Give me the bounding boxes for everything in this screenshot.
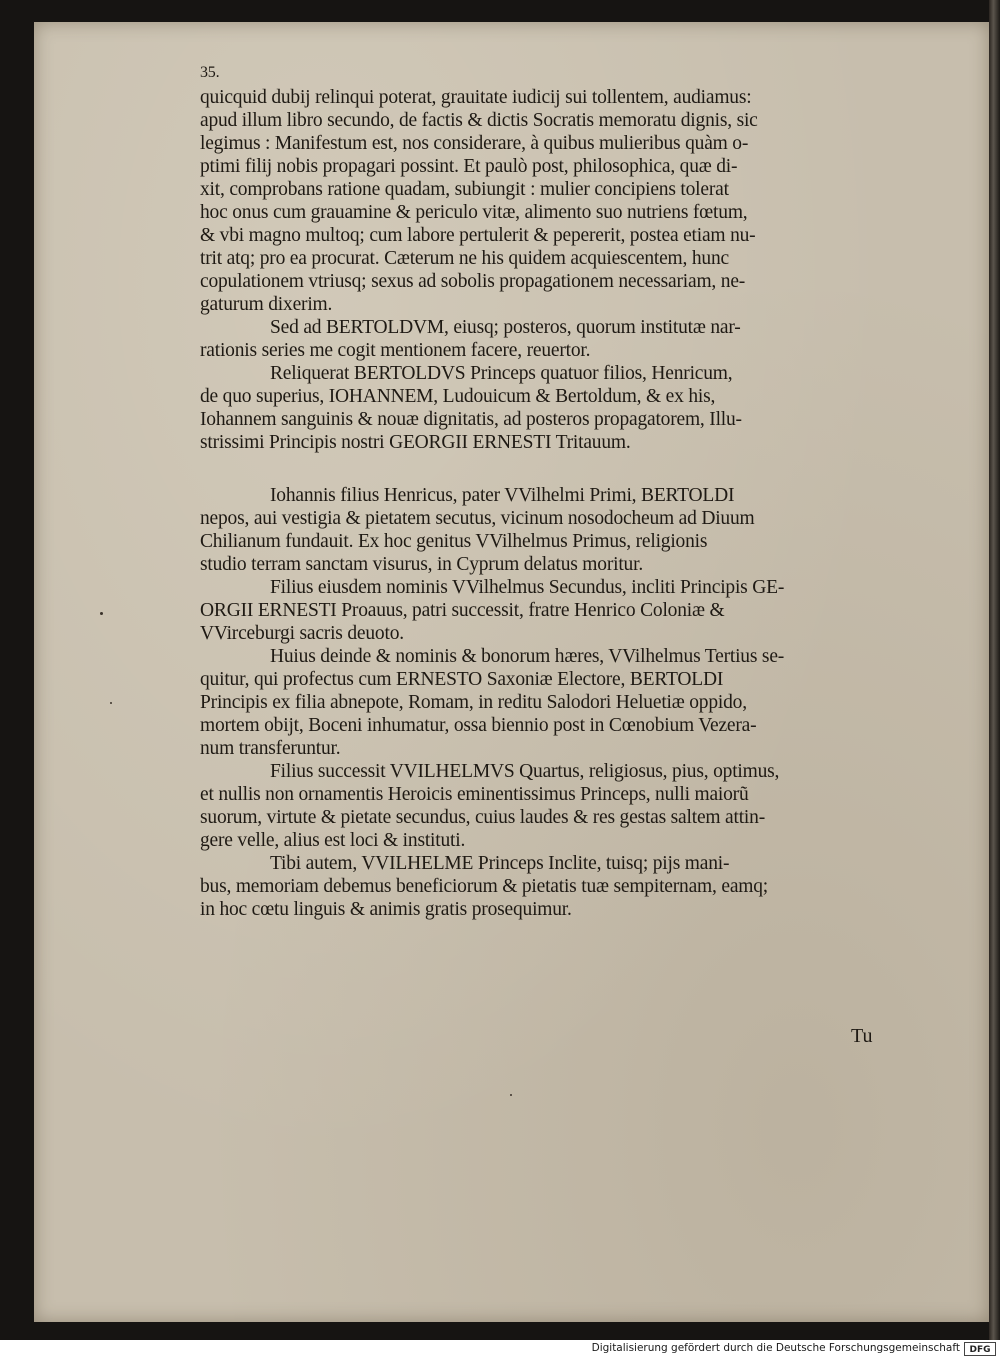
text-line: quicquid dubij relinqui poterat, grauitate iudicij sui tollentem, audiamus: [200,87,752,108]
paragraph-1 [200,86,900,316]
paragraph-7 [200,760,900,852]
page-text [200,60,900,921]
text-line: trit atq; pro ea procurat. Cæterum ne his quidem acquiescentem, hunc [200,248,729,269]
paragraph-8 [200,852,900,921]
text-line: ORGII ERNESTI Proauus, patri successit, fratre Henrico Coloniæ & [200,600,725,621]
paper-speck [510,1094,512,1096]
text-line: Huius deinde & nominis & bonorum hæres, VVilhelmus Tertius se- [270,646,785,667]
text-line: Principis ex filia abnepote, Romam, in reditu Salodori Heluetiæ oppido, [200,692,747,713]
text-line: Chilianum fundauit. Ex hoc genitus VVilhelmus Primus, religionis [200,531,708,552]
text-line: Reliquerat BERTOLDVS Princeps quatuor filios, Henricum, [270,363,733,384]
catchword: Tu [851,1025,873,1047]
text-line: strissimi Principis nostri GEORGII ERNESTI Tritauum. [200,432,631,453]
text-line: Iohannem sanguinis & nouæ dignitatis, ad posteros propagatorem, Illu- [200,409,742,430]
paragraph-2 [200,316,900,362]
text-line: suorum, virtute & pietate secundus, cuius laudes & res gestas saltem attin- [200,807,765,828]
text-line: xit, comprobans ratione quadam, subiungit : mulier concipiens tolerat [200,179,729,200]
text-line: Filius successit VVILHELMVS Quartus, religiosus, pius, optimus, [270,761,780,782]
text-line: studio terram sanctam visurus, in Cyprum delatus moritur. [200,554,643,575]
text-line: num transferuntur. [200,738,341,759]
paper-speck [110,702,112,704]
text-line: et nullis non ornamentis Heroicis eminentissimus Princeps, nulli maiorũ [200,784,749,805]
text-line: in hoc cœtu linguis & animis gratis prosequimur. [200,899,572,920]
footer-bar [0,1340,1000,1359]
text-line: ptimi filij nobis propagari possint. Et paulò post, philosophica, quæ di- [200,156,738,177]
text-line: & vbi magno multoq; cum labore pertulerit & pepererit, postea etiam nu- [200,225,756,246]
text-line: VVirceburgi sacris deuoto. [200,623,404,644]
text-line: Filius eiusdem nominis VVilhelmus Secundus, incliti Principis GE- [270,577,785,598]
dfg-logo-icon: DFG [964,1342,996,1356]
text-line: Tibi autem, VVILHELME Princeps Inclite, tuisq; pijs mani- [270,853,730,874]
text-line: mortem obijt, Boceni inhumatur, ossa biennio post in Cœnobium Vezera- [200,715,757,736]
text-line: copulationem vtriusq; sexus ad sobolis propagationem necessariam, ne- [200,271,746,292]
text-line: quitur, qui profectus cum ERNESTO Saxoniæ Electore, BERTOLDI [200,669,724,690]
page-number: 35. [200,64,220,81]
paragraph-6 [200,645,900,760]
paragraph-3 [200,362,900,454]
text-line: Sed ad BERTOLDVM, eiusq; posteros, quorum institutæ nar- [270,317,741,338]
text-line: gaturum dixerim. [200,294,333,315]
text-line: apud illum libro secundo, de factis & dictis Socratis memoratu dignis, sic [200,110,758,131]
text-line: Iohannis filius Henricus, pater VVilhelmi Primi, BERTOLDI [270,485,735,506]
text-line: rationis series me cogit mentionem facere, reuertor. [200,340,591,361]
text-line: hoc onus cum grauamine & periculo vitæ, alimento suo nutriens fœtum, [200,202,748,223]
text-line: de quo superius, IOHANNEM, Ludouicum & Bertoldum, & ex his, [200,386,716,407]
paragraph-gap [200,454,900,484]
funding-note: Digitalisierung gefördert durch die Deutsche Forschungsgemeinschaft [591,1342,960,1354]
paragraph-5 [200,576,900,645]
text-line: nepos, aui vestigia & pietatem secutus, vicinum nosodocheum ad Diuum [200,508,755,529]
paragraph-4 [200,484,900,576]
paper-speck [100,612,103,615]
text-line: gere velle, alius est loci & instituti. [200,830,466,851]
text-line: legimus : Manifestum est, nos considerare, à quibus mulieribus quàm o- [200,133,749,154]
text-line: bus, memoriam debemus beneficiorum & pietatis tuæ sempiternam, eamq; [200,876,769,897]
book-edge [989,0,1000,1340]
